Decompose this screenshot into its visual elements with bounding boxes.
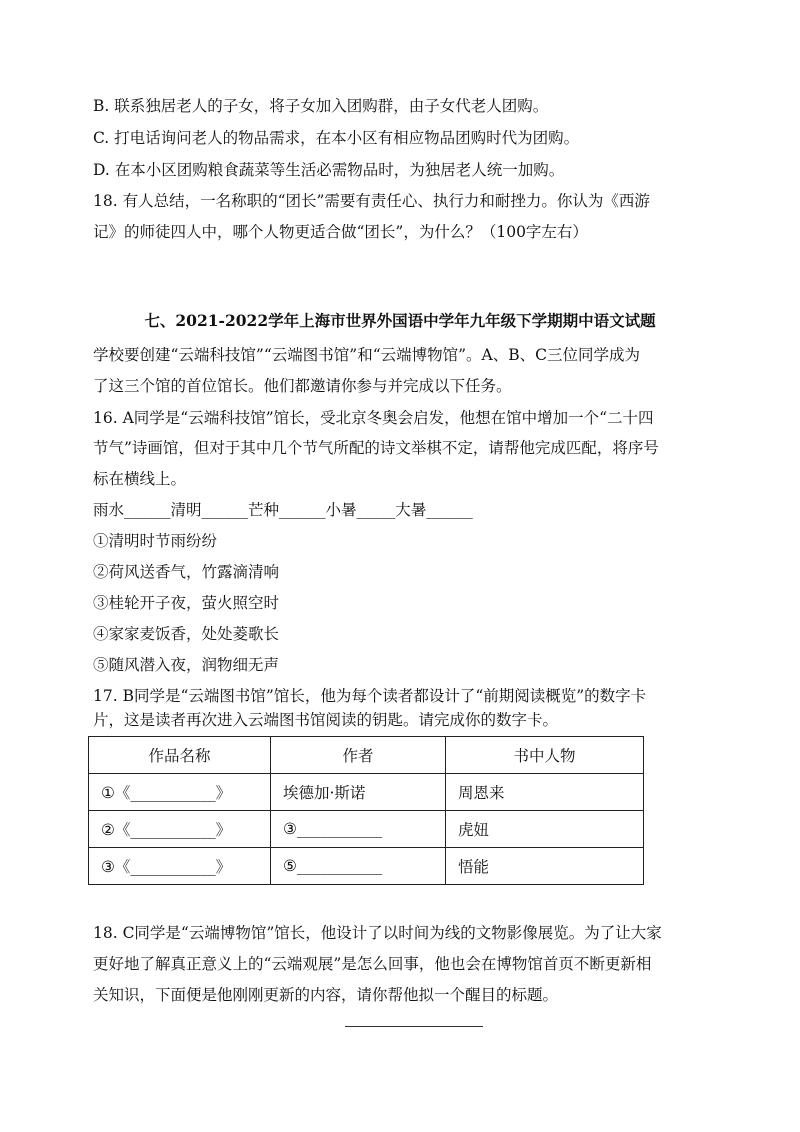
table-cell-character: 周恩来 xyxy=(446,774,644,811)
table-cell-character: 悟能 xyxy=(446,848,644,885)
table-row xyxy=(89,848,644,885)
option-b-text: B. 联系独居老人的子女，将子女加入团购群，由子女代老人团购。 xyxy=(93,97,549,115)
question-16-line-1: 16. A同学是“云端科技馆”馆长，受北京冬奥会启发，他想在馆中增加一个“二十四 xyxy=(93,409,654,427)
question-18-line-2: 记》的师徒四人中，哪个人物更适合做“团长”，为什么？（100字左右） xyxy=(93,223,588,241)
section-title: 七、2021-2022学年上海市世界外国语中学年九年级下学期期中语文试题 xyxy=(144,311,656,330)
solar-terms-blanks: 雨水______清明______芒种______小暑_____大暑______ xyxy=(93,501,473,519)
poem-option-2: ②荷风送香气，竹露滴清响 xyxy=(93,563,280,581)
option-d-text: D. 在本小区团购粮食蔬菜等生活必需物品时，为独居老人统一加购。 xyxy=(93,161,565,179)
header-work-title: 作品名称 xyxy=(89,737,271,774)
header-character: 书中人物 xyxy=(446,737,644,774)
poem-option-5: ⑤随风潜入夜，润物细无声 xyxy=(93,656,280,674)
table-cell-author: ③___________ xyxy=(271,811,446,848)
question-16-line-2: 节气”诗画馆，但对于其中几个节气所配的诗文举棋不定，请帮他完成匹配，将序号 xyxy=(93,439,659,457)
table-row xyxy=(89,811,644,848)
question-17-line-2: 片，这是读者再次进入云端图书馆阅读的钥匙。请完成你的数字卡。 xyxy=(93,711,559,729)
table-header-row xyxy=(89,737,644,774)
poem-option-1: ①清明时节雨纷纷 xyxy=(93,532,218,550)
question-18c-line-3: 关知识，下面便是他刚刚更新的内容，请你帮他拟一个醒目的标题。 xyxy=(93,986,559,1004)
question-16-line-3: 标在横线上。 xyxy=(93,470,187,488)
question-18c-line-1: 18. C同学是“云端博物馆”馆长，他设计了以时间为线的文物影像展览。为了让大家 xyxy=(93,924,662,942)
table-cell-work: ①《___________》 xyxy=(89,774,271,811)
table-cell-work: ②《___________》 xyxy=(89,811,271,848)
poem-option-3: ③桂轮开子夜，萤火照空时 xyxy=(93,594,280,612)
header-author: 作者 xyxy=(271,737,446,774)
question-18c-line-2: 更好地了解真正意义上的“云端观展”是怎么回事，他也会在博物馆首页不断更新相 xyxy=(93,955,652,973)
table-cell-work: ③《___________》 xyxy=(89,848,271,885)
reading-card-table xyxy=(88,736,644,885)
poem-option-4: ④家家麦饭香，处处菱歌长 xyxy=(93,625,280,643)
question-18-line-1: 18. 有人总结，一名称职的“团长”需要有责任心、执行力和耐挫力。你认为《西游 xyxy=(93,192,650,210)
table-cell-author: ⑤___________ xyxy=(271,848,446,885)
intro-line-2: 了这三个馆的首位馆长。他们都邀请你参与并完成以下任务。 xyxy=(93,377,512,395)
answer-title-line xyxy=(345,1026,483,1027)
intro-line-1: 学校要创建“云端科技馆”“云端图书馆”和“云端博物馆”。A、B、C三位同学成为 xyxy=(93,346,640,364)
table-cell-author: 埃德加·斯诺 xyxy=(271,774,446,811)
table-cell-character: 虎妞 xyxy=(446,811,644,848)
question-17-line-1: 17. B同学是“云端图书馆”馆长，他为每个读者都设计了“前期阅读概览”的数字卡 xyxy=(93,687,647,705)
table-row xyxy=(89,774,644,811)
option-c-text: C. 打电话询问老人的物品需求，在本小区有相应物品团购时代为团购。 xyxy=(93,129,580,147)
